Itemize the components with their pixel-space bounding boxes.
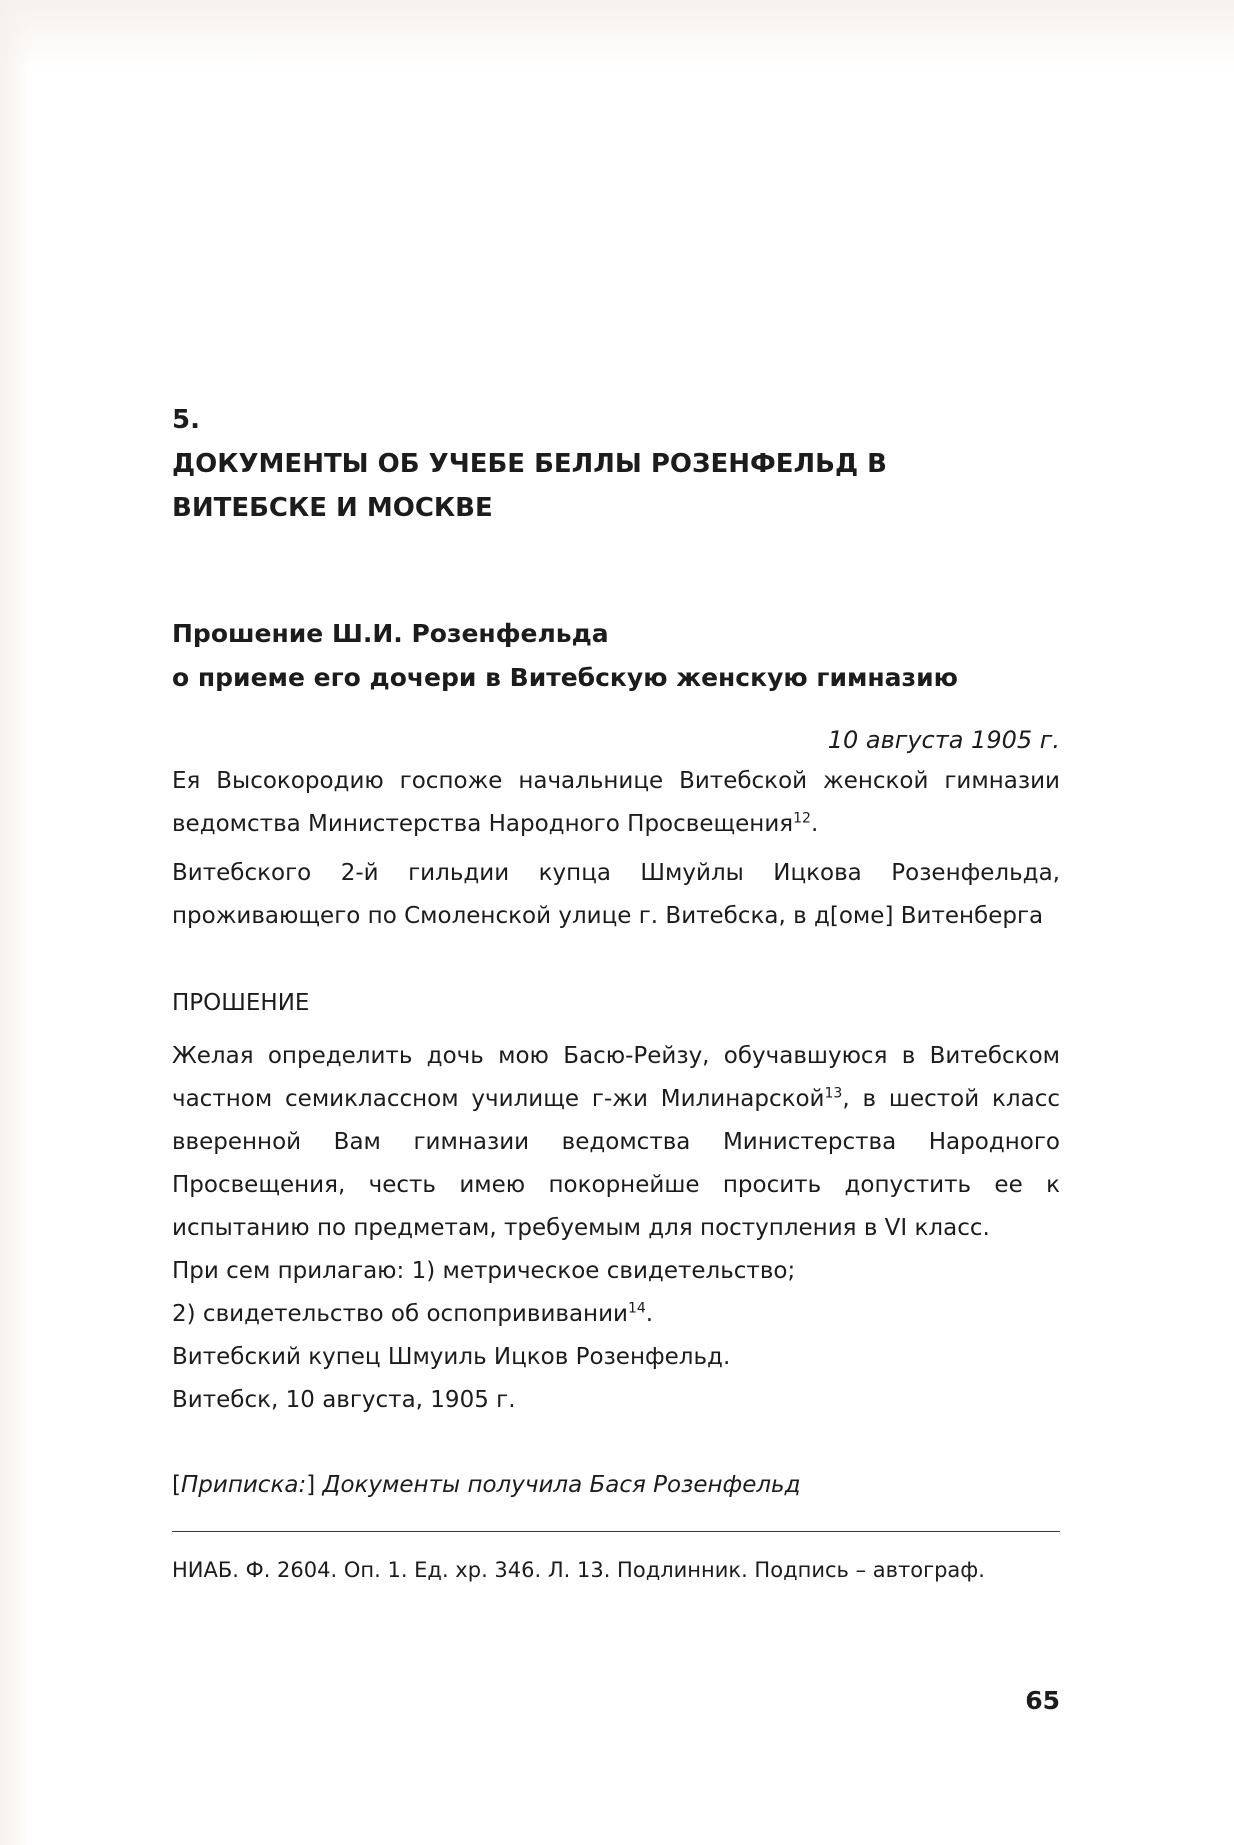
- archive-source-note: НИАБ. Ф. 2604. Оп. 1. Ед. хр. 346. Л. 13. Подлинник. Подпись – автограф.: [172, 1558, 985, 1582]
- petition-body-part-2: , в шестой класс вверенной Вам гимназии ведомства Министерства Народного Просвещения, честь имею покорнейше просить допустить ее к испытанию по предметам, требуемым для поступления в VI класс.: [172, 1086, 1060, 1241]
- postscript-label: Приписка:: [180, 1472, 307, 1498]
- footnote-ref-12: 12: [793, 810, 811, 827]
- place-date: Витебск, 10 августа, 1905 г.: [172, 1387, 516, 1413]
- address-text: Ея Высокородию госпоже начальнице Витебской женской гимназии ведомства Министерства Народного Просвещения: [172, 768, 1060, 837]
- chapter-title: ДОКУМЕНТЫ ОБ УЧЕБЕ БЕЛЛЫ РОЗЕНФЕЛЬД В ВИТЕБСКЕ И МОСКВЕ: [172, 449, 887, 523]
- chapter-number: 5.: [172, 405, 200, 435]
- petition-heading: ПРОШЕНИЕ: [172, 990, 310, 1016]
- signature: Витебский купец Шмуиль Ицков Розенфельд.: [172, 1344, 731, 1370]
- postscript-text: Документы получила Бася Розенфельд: [322, 1472, 801, 1498]
- footnote-ref-13: 13: [824, 1085, 843, 1102]
- page-content: [172, 398, 1060, 1590]
- postscript: [Приписка:] Документы получила Бася Розенфельд: [172, 1472, 801, 1498]
- petition-body-part-1: Желая определить дочь мою Басю-Рейзу, обучавшуюся в Витебском частном семиклассном училище г-жи Милинарской: [172, 1043, 1060, 1112]
- document-title-line-1: Прошение Ш.И. Розенфельда: [172, 619, 609, 648]
- petition-body: [172, 1035, 1060, 1250]
- source-divider: [172, 1531, 1060, 1532]
- document-title-line-2: о приеме его дочери в Витебскую женскую гимназию: [172, 663, 958, 692]
- footnote-ref-14: 14: [627, 1300, 646, 1317]
- attachment-2: 2) свидетельство об оспопрививании$^{14}$.: [172, 1300, 654, 1327]
- attachments-intro: При сем прилагаю: 1) метрическое свидетельство;: [172, 1258, 796, 1284]
- page-number: 65: [1025, 1686, 1060, 1715]
- attachment-2-text: 2) свидетельство об оспопрививании: [172, 1301, 628, 1327]
- sender-paragraph: Витебского 2-й гильдии купца Шмуйлы Ицкова Розенфельда, проживающего по Смоленской улице г. Витебска, в д[оме] Витенберга: [172, 860, 1060, 929]
- address-paragraph: Ея Высокородию госпоже начальнице Витебской женской гимназии ведомства Министерства Народного Просвещения$^{12}$.: [172, 768, 1060, 837]
- document-date: 10 августа 1905 г.: [827, 726, 1060, 754]
- document-title: [172, 612, 972, 700]
